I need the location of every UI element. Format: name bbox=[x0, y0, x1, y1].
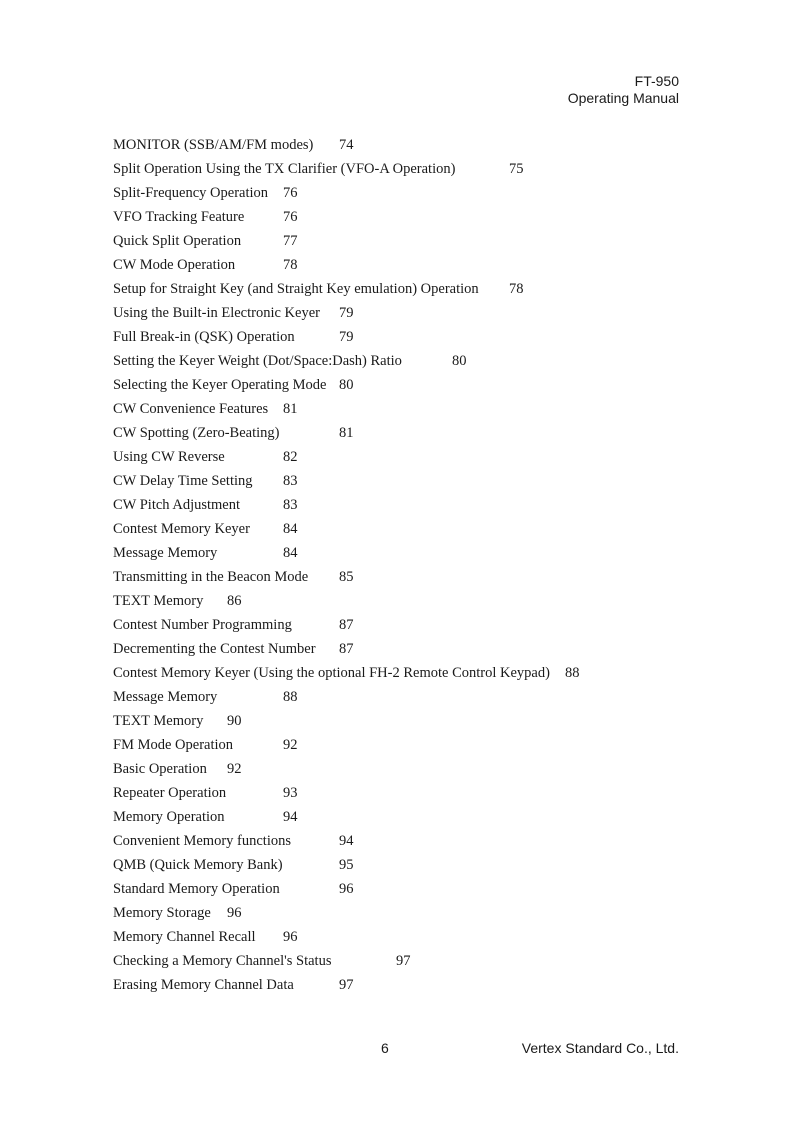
toc-entry-page: 85 bbox=[339, 569, 354, 585]
toc-entry-page: 78 bbox=[283, 257, 298, 273]
toc-entry-title: Contest Number Programming bbox=[113, 617, 292, 633]
toc-entry-title: Using the Built-in Electronic Keyer bbox=[113, 305, 320, 321]
toc-entry bbox=[113, 757, 550, 781]
toc-entry-title: Setting the Keyer Weight (Dot/Space:Dash) Ratio bbox=[113, 353, 402, 369]
toc-entry-title: Checking a Memory Channel's Status bbox=[113, 953, 332, 969]
toc-entry-page: 82 bbox=[283, 449, 298, 465]
toc-entry bbox=[113, 229, 550, 253]
header-subtitle: Operating Manual bbox=[567, 90, 679, 106]
toc-entry-page: 83 bbox=[283, 497, 298, 513]
toc-entry-title: VFO Tracking Feature bbox=[113, 209, 245, 225]
toc-entry bbox=[113, 853, 550, 877]
toc-entry bbox=[113, 877, 550, 901]
toc-entry-page: 80 bbox=[339, 377, 354, 393]
toc-entry-title: FM Mode Operation bbox=[113, 737, 234, 753]
page-number: 6 bbox=[381, 1040, 389, 1056]
toc-entry-page: 81 bbox=[283, 401, 298, 417]
toc-entry-title: Using CW Reverse bbox=[113, 449, 225, 465]
toc-entry-title: Decrementing the Contest Number bbox=[113, 641, 316, 657]
toc-entry-title: Full Break-in (QSK) Operation bbox=[113, 329, 295, 345]
toc-entry-title: CW Spotting (Zero-Beating) bbox=[113, 425, 280, 441]
toc-entry-page: 76 bbox=[283, 209, 298, 225]
toc-entry-page: 92 bbox=[283, 737, 298, 753]
toc-entry-title: Quick Split Operation bbox=[113, 233, 242, 249]
toc-entry bbox=[113, 733, 550, 757]
toc-entry-page: 84 bbox=[283, 521, 298, 537]
header-model: FT-950 bbox=[634, 73, 679, 89]
toc-entry-page: 81 bbox=[339, 425, 354, 441]
toc-entry bbox=[113, 349, 550, 373]
toc-entry-page: 96 bbox=[227, 905, 242, 921]
toc-entry-page: 76 bbox=[283, 185, 298, 201]
toc-entry-page: 94 bbox=[283, 809, 298, 825]
toc-entry-title: Basic Operation bbox=[113, 761, 207, 777]
toc-entry bbox=[113, 637, 550, 661]
toc-entry-title: Split-Frequency Operation bbox=[113, 185, 269, 201]
toc-entry bbox=[113, 301, 550, 325]
toc-entry bbox=[113, 397, 550, 421]
toc-entry-title: Contest Memory Keyer (Using the optional FH-2 Remote Control Keypad) bbox=[113, 665, 550, 681]
toc-entry-title: Message Memory bbox=[113, 689, 218, 705]
toc-entry bbox=[113, 517, 550, 541]
toc-entry bbox=[113, 565, 550, 589]
toc-entry-page: 77 bbox=[283, 233, 298, 249]
toc-entry-title: Message Memory bbox=[113, 545, 218, 561]
toc-entry bbox=[113, 805, 550, 829]
toc-entry-title: Contest Memory Keyer bbox=[113, 521, 250, 537]
toc-entry bbox=[113, 373, 550, 397]
toc-entry-page: 95 bbox=[339, 857, 354, 873]
company-name: Vertex Standard Co., Ltd. bbox=[521, 1040, 679, 1056]
toc-entry-title: Erasing Memory Channel Data bbox=[113, 977, 294, 993]
toc-entry-page: 84 bbox=[283, 545, 298, 561]
toc-entry bbox=[113, 277, 550, 301]
toc-entry-title: Transmitting in the Beacon Mode bbox=[113, 569, 309, 585]
toc-entry-title: CW Delay Time Setting bbox=[113, 473, 253, 489]
toc-entry bbox=[113, 949, 550, 973]
toc-entry-page: 92 bbox=[227, 761, 242, 777]
toc-entry-page: 94 bbox=[339, 833, 354, 849]
toc-entry bbox=[113, 661, 580, 685]
toc-entry bbox=[113, 589, 550, 613]
toc-entry-page: 90 bbox=[227, 713, 242, 729]
toc-entry bbox=[113, 205, 550, 229]
toc-entry bbox=[113, 469, 550, 493]
toc-entry-page: 86 bbox=[227, 593, 242, 609]
toc-entry bbox=[113, 613, 550, 637]
toc-entry-title: QMB (Quick Memory Bank) bbox=[113, 857, 283, 873]
toc-entry-page: 97 bbox=[339, 977, 354, 993]
toc-entry bbox=[113, 709, 550, 733]
toc-entry bbox=[113, 157, 550, 181]
toc-entry bbox=[113, 925, 550, 949]
toc-entry-page: 87 bbox=[339, 641, 354, 657]
toc-entry-page: 75 bbox=[509, 161, 524, 177]
toc-entry-page: 97 bbox=[396, 953, 411, 969]
toc-entry-title: Convenient Memory functions bbox=[113, 833, 292, 849]
toc-entry bbox=[113, 325, 550, 349]
toc-entry bbox=[113, 973, 550, 997]
toc-entry-title: MONITOR (SSB/AM/FM modes) bbox=[113, 137, 314, 153]
page-header bbox=[568, 73, 679, 107]
toc-entry-title: Memory Storage bbox=[113, 905, 211, 921]
toc-entry-title: Memory Channel Recall bbox=[113, 929, 256, 945]
toc-entry-page: 80 bbox=[452, 353, 467, 369]
toc-entry-page: 96 bbox=[339, 881, 354, 897]
toc-entry bbox=[113, 421, 550, 445]
toc-entry-page: 78 bbox=[509, 281, 524, 297]
toc-entry-page: 83 bbox=[283, 473, 298, 489]
toc-entry-title: CW Convenience Features bbox=[113, 401, 269, 417]
toc-entry bbox=[113, 781, 550, 805]
toc-entry-title: Repeater Operation bbox=[113, 785, 227, 801]
table-of-contents bbox=[113, 133, 580, 997]
toc-entry bbox=[113, 541, 550, 565]
toc-entry-page: 74 bbox=[339, 137, 354, 153]
toc-entry-title: Setup for Straight Key (and Straight Key emulation) Operation bbox=[113, 281, 479, 297]
toc-entry bbox=[113, 253, 550, 277]
toc-entry-page: 93 bbox=[283, 785, 298, 801]
toc-entry bbox=[113, 685, 550, 709]
toc-entry-title: CW Pitch Adjustment bbox=[113, 497, 241, 513]
toc-entry bbox=[113, 829, 550, 853]
toc-entry-page: 88 bbox=[283, 689, 298, 705]
toc-entry-page: 79 bbox=[339, 329, 354, 345]
toc-entry-title: Split Operation Using the TX Clarifier (VFO-A Operation) bbox=[113, 161, 456, 177]
toc-entry bbox=[113, 901, 550, 925]
toc-entry-title: TEXT Memory bbox=[113, 593, 204, 609]
toc-entry-title: CW Mode Operation bbox=[113, 257, 236, 273]
toc-entry-title: Selecting the Keyer Operating Mode bbox=[113, 377, 327, 393]
toc-entry bbox=[113, 181, 550, 205]
toc-entry-title: Standard Memory Operation bbox=[113, 881, 280, 897]
toc-entry-title: TEXT Memory bbox=[113, 713, 204, 729]
toc-entry bbox=[113, 445, 550, 469]
toc-entry bbox=[113, 133, 550, 157]
toc-entry-page: 79 bbox=[339, 305, 354, 321]
toc-entry-page: 88 bbox=[565, 665, 580, 681]
toc-entry-page: 96 bbox=[283, 929, 298, 945]
toc-entry-title: Memory Operation bbox=[113, 809, 225, 825]
toc-entry-page: 87 bbox=[339, 617, 354, 633]
toc-entry bbox=[113, 493, 550, 517]
